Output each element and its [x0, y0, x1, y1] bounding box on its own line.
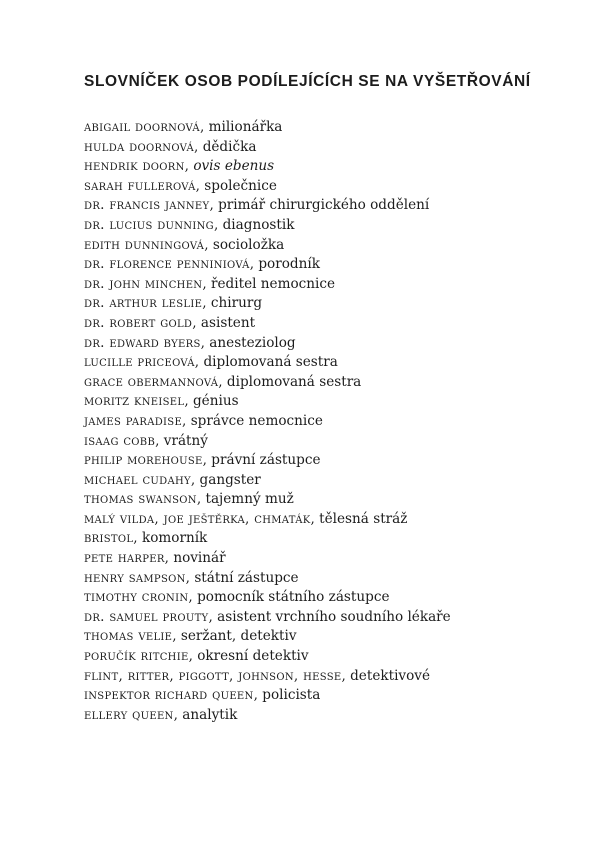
character-entry: dr. john minchen, ředitel nemocnice: [84, 275, 336, 292]
character-entry: lucille priceová, diplomovaná sestra: [84, 354, 338, 371]
character-name: dr. lucius dunning: [84, 216, 214, 233]
character-entry: timothy cronin, pomocník státního zástupce: [84, 589, 390, 606]
character-role: diplomovaná sestra: [226, 373, 362, 390]
character-name: dr. florence penniniová: [84, 256, 250, 273]
character-name: malý vilda, joe ještěrka, chmaták: [84, 510, 311, 527]
character-role: okresní detektiv: [197, 648, 309, 665]
character-entry: isaag cobb, vrátný: [84, 432, 208, 449]
character-role: diplomovaná sestra: [203, 354, 338, 371]
character-role: dědička: [202, 138, 257, 155]
character-entry: dr. samuel prouty, asistent vrchního soudního lékaře: [84, 608, 451, 625]
character-name: grace obermannová: [84, 373, 219, 390]
character-entry: dr. arthur leslie, chirurg: [84, 295, 263, 312]
character-name: hendrik doorn: [84, 158, 185, 175]
character-name: timothy cronin: [84, 589, 189, 606]
character-role: ředitel nemocnice: [211, 275, 336, 292]
character-entry: hendrik doorn, ovis ebenus: [84, 158, 275, 175]
character-role: společnice: [204, 177, 277, 194]
character-role: socioložka: [212, 236, 285, 253]
character-entry: sarah fullerová, společnice: [84, 177, 277, 194]
character-entry: inspektor richard queen, policista: [84, 687, 321, 704]
character-entry: flint, ritter, piggott, johnson, hesse, detektivové: [84, 667, 430, 684]
character-role: tělesná stráž: [319, 510, 408, 527]
character-name: henry sampson: [84, 569, 186, 586]
character-role: asistent: [200, 314, 256, 331]
character-role: právní zástupce: [211, 452, 321, 469]
character-entry: dr. francis janney, primář chirurgického oddělení: [84, 197, 430, 214]
character-role: komorník: [141, 530, 208, 547]
character-entry: thomas swanson, tajemný muž: [84, 491, 294, 508]
character-role: porodník: [258, 256, 320, 273]
character-name: dr. samuel prouty: [84, 608, 209, 625]
character-role: asistent vrchního soudního lékaře: [217, 608, 451, 625]
character-entry: abigail doornová, milionářka: [84, 119, 283, 135]
character-name: james paradise: [84, 412, 183, 429]
character-entry: dr. florence penniniová, porodník: [84, 256, 320, 273]
character-entry: philip morehouse, právní zástupce: [84, 452, 321, 469]
character-entry: edith dunningová, socioložka: [84, 236, 285, 253]
character-role: detektivové: [350, 667, 430, 684]
character-role: novinář: [173, 550, 226, 567]
character-name: lucille priceová: [84, 354, 195, 371]
character-name: abigail doornová: [84, 119, 200, 135]
character-role: tajemný muž: [205, 491, 294, 508]
character-role: anesteziolog: [209, 334, 296, 351]
character-entry: james paradise, správce nemocnice: [84, 412, 323, 429]
character-name: pete harper: [84, 550, 165, 567]
character-entry: pete harper, novinář: [84, 550, 226, 567]
character-name: moritz kneisel: [84, 393, 185, 410]
character-role: primář chirurgického oddělení: [218, 197, 430, 214]
character-entry: moritz kneisel, génius: [84, 393, 239, 410]
character-role: policista: [262, 687, 321, 704]
character-role: gangster: [199, 471, 261, 488]
character-entry: malý vilda, joe ještěrka, chmaták, tělesná stráž: [84, 510, 408, 527]
character-name: flint, ritter, piggott, johnson, hesse: [84, 667, 342, 684]
character-role: milionářka: [208, 119, 283, 135]
character-entry: dr. robert gold, asistent: [84, 314, 256, 331]
character-name: isaag cobb: [84, 432, 156, 449]
character-entry: ellery queen, analytik: [84, 706, 238, 723]
character-list: [84, 118, 451, 725]
character-entry: dr. edward byers, anesteziolog: [84, 334, 296, 351]
character-name: ellery queen: [84, 706, 174, 723]
character-role: chirurg: [210, 295, 263, 312]
character-entry: michael cudahy, gangster: [84, 471, 261, 488]
character-name: bristol: [84, 530, 134, 547]
character-name: edith dunningová: [84, 236, 205, 253]
character-role: správce nemocnice: [190, 412, 323, 429]
character-role: diagnostik: [222, 216, 295, 233]
character-role: vrátný: [163, 432, 208, 449]
character-role: seržant, detektiv: [180, 628, 297, 645]
character-name: inspektor richard queen: [84, 687, 254, 704]
character-entry: grace obermannová, diplomovaná sestra: [84, 373, 362, 390]
character-name: dr. john minchen: [84, 275, 203, 292]
character-name: thomas velie: [84, 628, 173, 645]
character-name: michael cudahy: [84, 471, 191, 488]
character-role: ovis ebenus: [193, 158, 275, 175]
character-role: génius: [192, 393, 239, 410]
character-name: dr. francis janney: [84, 197, 210, 214]
character-entry: dr. lucius dunning, diagnostik: [84, 216, 295, 233]
character-entry: thomas velie, seržant, detektiv: [84, 628, 297, 645]
character-entry: bristol, komorník: [84, 530, 208, 547]
character-entry: henry sampson, státní zástupce: [84, 569, 299, 586]
character-role: státní zástupce: [194, 569, 299, 586]
character-entry: poručík ritchie, okresní detektiv: [84, 648, 309, 665]
character-name: thomas swanson: [84, 491, 197, 508]
character-name: poručík ritchie: [84, 648, 189, 665]
character-role: pomocník státního zástupce: [197, 589, 390, 606]
character-name: sarah fullerová: [84, 177, 196, 194]
character-name: philip morehouse: [84, 452, 203, 469]
page-heading: SLOVNÍČEK OSOB PODÍLEJÍCÍCH SE NA VYŠETŘOVÁNÍ: [84, 73, 531, 90]
character-name: dr. edward byers: [84, 334, 201, 351]
character-name: dr. robert gold: [84, 314, 193, 331]
character-name: dr. arthur leslie: [84, 295, 203, 312]
character-entry: hulda doornová, dědička: [84, 138, 257, 155]
character-role: analytik: [182, 706, 238, 723]
character-name: hulda doornová: [84, 138, 195, 155]
